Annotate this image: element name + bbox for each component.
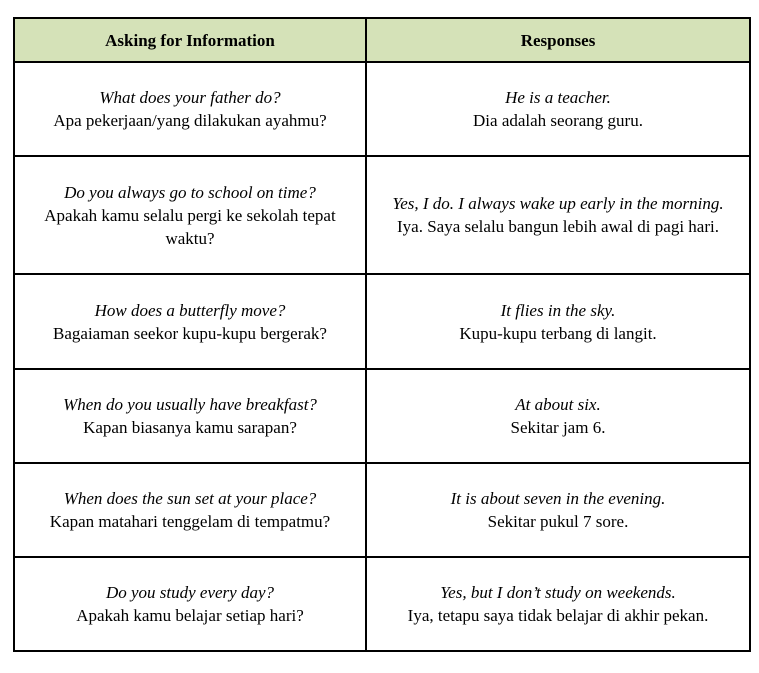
question-english: What does your father do?: [99, 88, 281, 107]
response-cell: [366, 369, 750, 463]
response-indonesian: Kupu-kupu terbang di langit.: [459, 323, 657, 343]
question-indonesian: Apakah kamu selalu pergi ke sekolah tepat waktu?: [44, 205, 336, 248]
response-indonesian: Dia adalah seorang guru.: [473, 111, 643, 130]
response-english: Yes, but I don’t study on weekends.: [440, 583, 676, 602]
response-english: He is a teacher.: [505, 88, 611, 107]
response-indonesian: Sekitar pukul 7 sore.: [487, 512, 629, 531]
question-english: Do you study every day?: [105, 583, 275, 602]
question-cell: [14, 62, 366, 156]
response-english: It is about seven in the evening.: [450, 489, 666, 508]
response-english: Yes, I do. I always wake up early in the morning.: [392, 194, 724, 213]
question-cell: [14, 156, 366, 274]
header-asking-for-information: Asking for Information: [14, 18, 366, 62]
response-english: At about six.: [515, 395, 601, 414]
table-row: [14, 62, 750, 156]
question-cell: [14, 463, 366, 557]
question-indonesian: Bagaiaman seekor kupu-kupu bergerak?: [53, 323, 327, 343]
table-row: [14, 156, 750, 274]
question-cell: [14, 369, 366, 463]
question-english: When does the sun set at your place?: [63, 489, 317, 508]
asking-information-table: [13, 17, 751, 652]
response-cell: [366, 463, 750, 557]
question-indonesian: Kapan matahari tenggelam di tempatmu?: [49, 512, 331, 531]
response-cell: [366, 156, 750, 274]
question-english: Do you always go to school on time?: [64, 182, 316, 202]
question-english: When do you usually have breakfast?: [63, 395, 317, 414]
response-indonesian: Sekitar jam 6.: [510, 418, 606, 437]
response-indonesian: Iya, tetapu saya tidak belajar di akhir pekan.: [407, 606, 709, 625]
header-responses: Responses: [366, 18, 750, 62]
response-indonesian: Iya. Saya selalu bangun lebih awal di pagi hari.: [397, 217, 719, 236]
response-cell: [366, 557, 750, 651]
table-row: [14, 369, 750, 463]
question-cell: [14, 557, 366, 651]
response-cell: [366, 274, 750, 369]
question-indonesian: Kapan biasanya kamu sarapan?: [83, 418, 297, 437]
question-indonesian: Apakah kamu belajar setiap hari?: [76, 606, 304, 625]
table-row: [14, 557, 750, 651]
response-cell: [366, 62, 750, 156]
question-indonesian: Apa pekerjaan/yang dilakukan ayahmu?: [53, 111, 327, 130]
table-row: [14, 274, 750, 369]
question-english: How does a butterfly move?: [94, 300, 286, 320]
question-cell: [14, 274, 366, 369]
table-header-row: [14, 18, 750, 62]
response-english: It flies in the sky.: [500, 300, 616, 320]
table-row: [14, 463, 750, 557]
